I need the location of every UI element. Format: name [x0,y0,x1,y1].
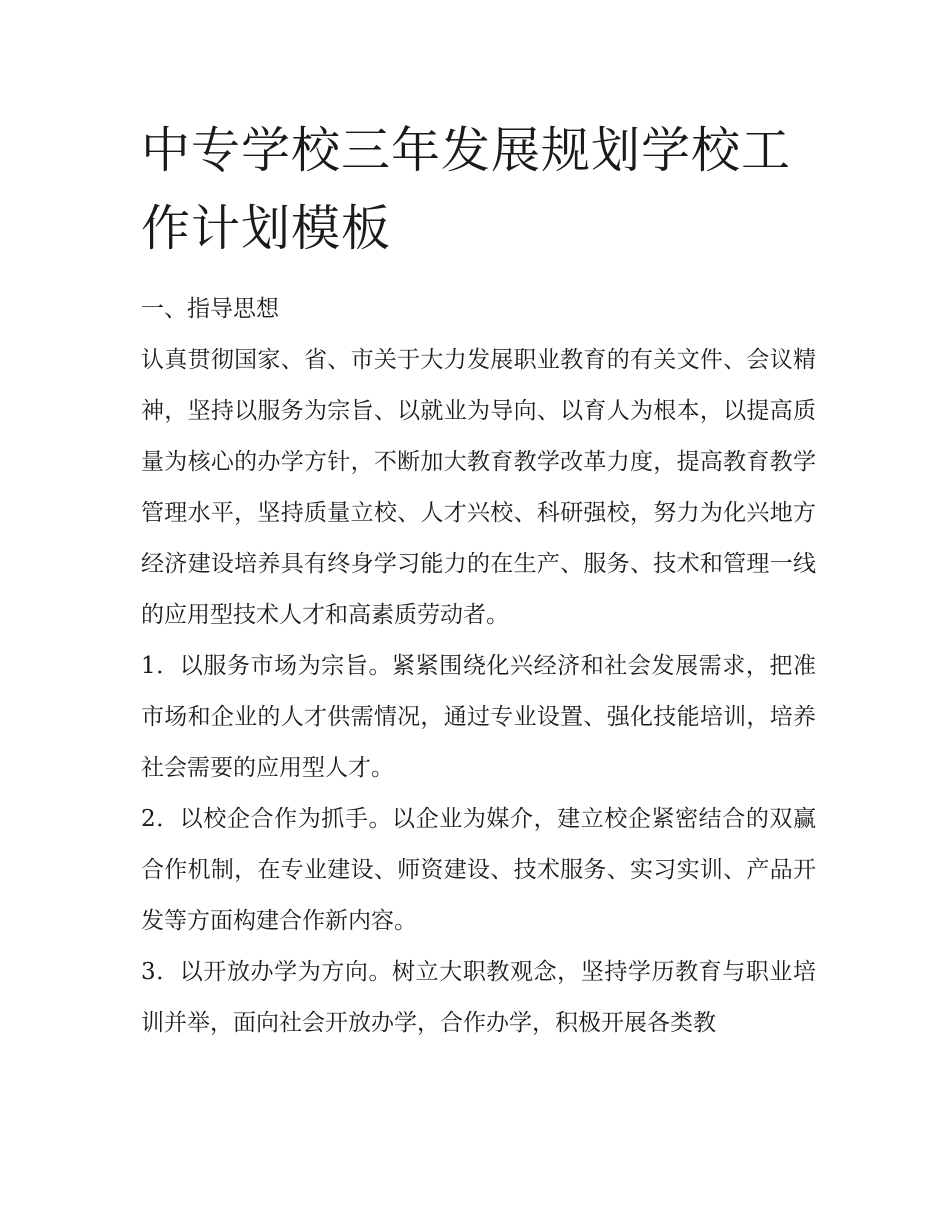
paragraph-point-1: 1．以服务市场为宗旨。紧紧围绕化兴经济和社会发展需求，把准市场和企业的人才供需情况，通过专业设置、强化技能培训，培养社会需要的应用型人才。 [141,653,816,781]
paragraph-guiding-ideology: 认真贯彻国家、省、市关于大力发展职业教育的有关文件、会议精神，坚持以服务为宗旨、以就业为导向、以育人为根本，以提高质量为核心的办学方针，不断加大教育教学改革力度，提高教育教学管理水平，坚持质量立校、人才兴校、科研强校，努力为化兴地方经济建设培养具有终身学习能力的在生产、服务、技术和管理一线的应用型技术人才和高素质劳动者。 [141,347,816,628]
document-title: 中专学校三年发展规划学校工作计划模板 [141,122,792,257]
section-heading: 一、指导思想 [141,296,279,322]
paragraph-point-2: 2．以校企合作为抓手。以企业为媒介，建立校企紧密结合的双赢合作机制，在专业建设、师资建设、技术服务、实习实训、产品开发等方面构建合作新内容。 [141,806,816,934]
paragraph-point-3: 3．以开放办学为方向。树立大职教观念，坚持学历教育与职业培训并举，面向社会开放办学，合作办学，积极开展各类教 [141,959,816,1036]
document-page [141,112,816,1049]
document-body [141,284,816,1049]
